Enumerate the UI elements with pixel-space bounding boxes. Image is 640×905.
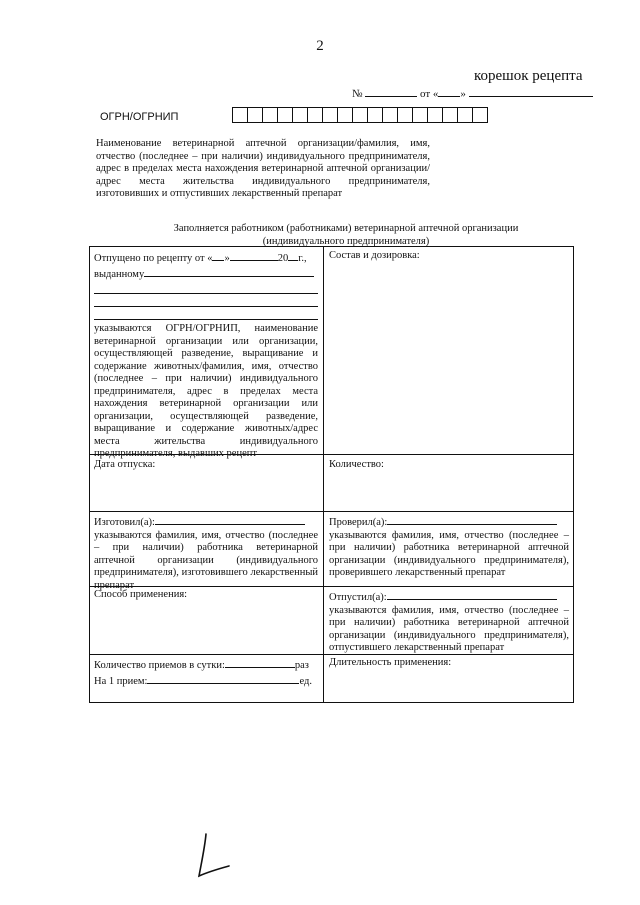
ogrn-digit-box[interactable] bbox=[352, 107, 368, 123]
fill-instruction-line2: (индивидуального предпринимателя) bbox=[262, 235, 430, 247]
dispense-date-label: Дата отпуска: bbox=[94, 459, 156, 470]
dispensed-year-field[interactable] bbox=[288, 250, 298, 261]
number-date-row bbox=[352, 86, 593, 100]
dispensed-month-field[interactable] bbox=[230, 250, 278, 261]
ogrn-digit-box[interactable] bbox=[397, 107, 413, 123]
dispensed-note: указываются ОГРН/ОГРНИП, наименование ветеринарной организации или организации, осуществляющей разведение, выращивание и содержание животных/фамилия, имя, отчество (последнее – при наличии) индивидуального предпринимателя, адрес в пределах места нахождения ветеринарной организации или организации, осуществляющей разведение, выращивание и содержание животных/адрес места жительства индивидуального предпринимателя, выдавших рецепт bbox=[94, 323, 318, 459]
method-label: Способ применения: bbox=[94, 589, 188, 600]
ogrn-label: ОГРН/ОГРНИП bbox=[100, 111, 179, 123]
dispensed-day-field[interactable] bbox=[212, 250, 224, 261]
ogrn-digit-box[interactable] bbox=[457, 107, 473, 123]
intake-per-day-label: Количество приемов в сутки: bbox=[94, 660, 225, 671]
made-by-cell bbox=[94, 514, 318, 592]
date-open-label: от « bbox=[420, 88, 439, 100]
ogrn-digit-box[interactable] bbox=[277, 107, 293, 123]
checked-by-field[interactable] bbox=[387, 514, 557, 525]
checked-by-note: указываются фамилия, имя, отчество (последнее – при наличии) работника ветеринарной аптечной организации (индивидуального предпринимателя), проверившего лекарственный препарат bbox=[329, 529, 569, 578]
column-divider bbox=[323, 247, 324, 702]
ogrn-digit-box[interactable] bbox=[472, 107, 488, 123]
ogrn-digit-box[interactable] bbox=[427, 107, 443, 123]
released-by-cell bbox=[329, 589, 569, 655]
intake-per-dose-field[interactable] bbox=[147, 673, 299, 684]
date-day-field[interactable] bbox=[438, 86, 460, 97]
issued-to-label: выданному bbox=[94, 268, 145, 280]
issued-to-extra-line[interactable] bbox=[94, 319, 318, 320]
intake-per-day-unit: раз bbox=[294, 660, 309, 671]
ogrn-digit-box[interactable] bbox=[247, 107, 263, 123]
intake-per-dose-label: На 1 прием: bbox=[94, 675, 148, 687]
dispensed-label: Отпущено по рецепту от « bbox=[94, 253, 213, 264]
dispensed-date-line bbox=[94, 250, 318, 266]
dispensed-quote: » bbox=[224, 253, 230, 264]
page-number: 2 bbox=[316, 38, 324, 54]
fill-instruction-line1: Заполняется работником (работниками) ветеринарной аптечной организации bbox=[173, 223, 519, 234]
number-field[interactable] bbox=[365, 86, 417, 97]
date-close-quote: » bbox=[460, 88, 466, 100]
issued-to-field[interactable] bbox=[144, 266, 314, 277]
intake-per-dose-unit: ед. bbox=[299, 675, 312, 687]
made-by-note: указываются фамилия, имя, отчество (последнее – при наличии) работника ветеринарной аптечной организации (индивидуального предпринимателя), изготовившего лекарственный препарат bbox=[94, 529, 318, 591]
released-by-field[interactable] bbox=[387, 589, 557, 600]
organization-description: Наименование ветеринарной аптечной организации/фамилия, имя, отчество (последнее – при наличии) индивидуального предпринимателя, адрес в пределах места нахождения ветеринарной аптечной организации/адрес места жительства индивидуального предпринимателя, изготовивших и отпустивших лекарственный препарат bbox=[96, 138, 430, 199]
checked-by-cell bbox=[329, 514, 569, 580]
ogrn-digit-box[interactable] bbox=[382, 107, 398, 123]
prescription-table bbox=[89, 246, 574, 703]
issued-to-line bbox=[94, 266, 318, 282]
checked-by-label: Проверил(а): bbox=[329, 517, 388, 528]
issued-to-extra-line[interactable] bbox=[94, 306, 318, 307]
made-by-field[interactable] bbox=[155, 514, 305, 525]
ogrn-digit-box[interactable] bbox=[442, 107, 458, 123]
ogrn-digit-box[interactable] bbox=[232, 107, 248, 123]
fill-instruction bbox=[96, 223, 596, 248]
intake-per-day-field[interactable] bbox=[225, 657, 295, 668]
row-divider bbox=[90, 511, 573, 512]
quantity-label: Количество: bbox=[329, 459, 384, 470]
composition-label: Состав и дозировка: bbox=[329, 250, 420, 261]
date-month-year-field[interactable] bbox=[469, 86, 593, 97]
duration-label: Длительность применения: bbox=[329, 657, 452, 668]
released-by-label: Отпустил(а): bbox=[329, 592, 387, 603]
dispensed-year-suffix: г., bbox=[298, 253, 307, 264]
released-by-note: указываются фамилия, имя, отчество (последнее – при наличии) работника ветеринарной аптечной организации (индивидуального предпринимателя), отпустившего лекарственный препарат bbox=[329, 604, 569, 653]
made-by-label: Изготовил(а): bbox=[94, 517, 155, 528]
ogrn-digit-box[interactable] bbox=[367, 107, 383, 123]
ogrn-digit-box[interactable] bbox=[262, 107, 278, 123]
handwritten-mark-icon bbox=[196, 832, 232, 880]
number-label: № bbox=[352, 88, 363, 100]
ogrn-input-boxes[interactable] bbox=[233, 107, 488, 123]
dispensed-cell bbox=[94, 250, 318, 461]
ogrn-digit-box[interactable] bbox=[337, 107, 353, 123]
ogrn-digit-box[interactable] bbox=[307, 107, 323, 123]
stub-title: корешок рецепта bbox=[474, 68, 583, 84]
ogrn-digit-box[interactable] bbox=[322, 107, 338, 123]
dispensed-century: 20 bbox=[277, 253, 289, 264]
ogrn-digit-box[interactable] bbox=[412, 107, 428, 123]
issued-to-extra-line[interactable] bbox=[94, 293, 318, 294]
intake-cell bbox=[94, 657, 318, 688]
ogrn-digit-box[interactable] bbox=[292, 107, 308, 123]
